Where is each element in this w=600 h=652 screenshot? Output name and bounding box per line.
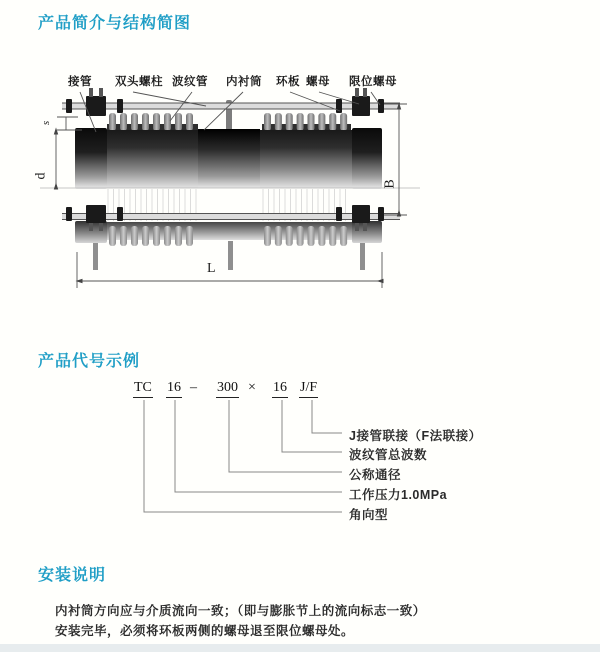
center-stud-top [226, 100, 232, 132]
nuts-top [66, 88, 384, 116]
multiply-sign: × [248, 380, 256, 395]
section-title-code: 产品代号示例 [38, 353, 141, 370]
code-explanation-diameter: 公称通径 [349, 468, 402, 482]
part-label-pipe: 接管 [68, 76, 92, 88]
leader-lines [80, 92, 380, 132]
dim-label-L: L [207, 261, 216, 276]
page-footer-strip [0, 644, 600, 652]
code-token-diameter: 300 [216, 380, 239, 398]
dim-label-s: s [40, 120, 53, 126]
dim-label-B: B [382, 179, 398, 189]
tie-rod-top [62, 103, 400, 109]
code-explanation-type: 角向型 [349, 508, 389, 522]
tie-rod-bottom [62, 214, 400, 220]
part-label-stud: 双头螺柱 [115, 76, 163, 88]
install-text-line1: 内衬筒方向应与介质流向一致；（即与膨胀节上的流向标志一致） [55, 604, 426, 618]
code-token-connection: J/F [299, 380, 318, 398]
code-token-pressure: 16 [166, 380, 182, 398]
part-label-ring-plate: 环板 [276, 76, 300, 88]
code-token-type: TC [133, 380, 153, 398]
bellows-roots-top [107, 124, 351, 131]
nuts-bottom [66, 205, 384, 231]
code-explanation-waves: 波纹管总波数 [349, 448, 428, 462]
part-label-nut: 螺母 [306, 76, 330, 88]
section-title-intro: 产品简介与结构简图 [38, 15, 192, 32]
code-token-waves: 16 [272, 380, 288, 398]
part-label-limit-nut: 限位螺母 [349, 76, 397, 88]
bellows-bottom [95, 222, 380, 240]
part-label-liner: 内衬筒 [226, 76, 262, 88]
code-connector-lines [144, 400, 342, 512]
hanging-studs [93, 241, 365, 270]
collars-bottom [75, 221, 382, 243]
code-explanation-connection: J接管联接（F法联接） [349, 429, 482, 443]
dimension-lines [56, 104, 407, 288]
dash-separator: – [190, 380, 197, 395]
wireframe-lines-bottom [108, 189, 346, 221]
dim-label-d: d [33, 172, 49, 180]
bellows-teeth-top [109, 113, 347, 131]
joint-body-top [75, 128, 382, 189]
code-explanation-pressure: 工作压力1.0MPa [349, 488, 448, 502]
part-label-bellows: 波纹管 [172, 76, 208, 88]
install-text-line2: 安装完毕，必须将环板两侧的螺母退至限位螺母处。 [55, 624, 355, 638]
section-title-install: 安装说明 [38, 567, 107, 584]
bellows-teeth-bottom [109, 226, 347, 246]
